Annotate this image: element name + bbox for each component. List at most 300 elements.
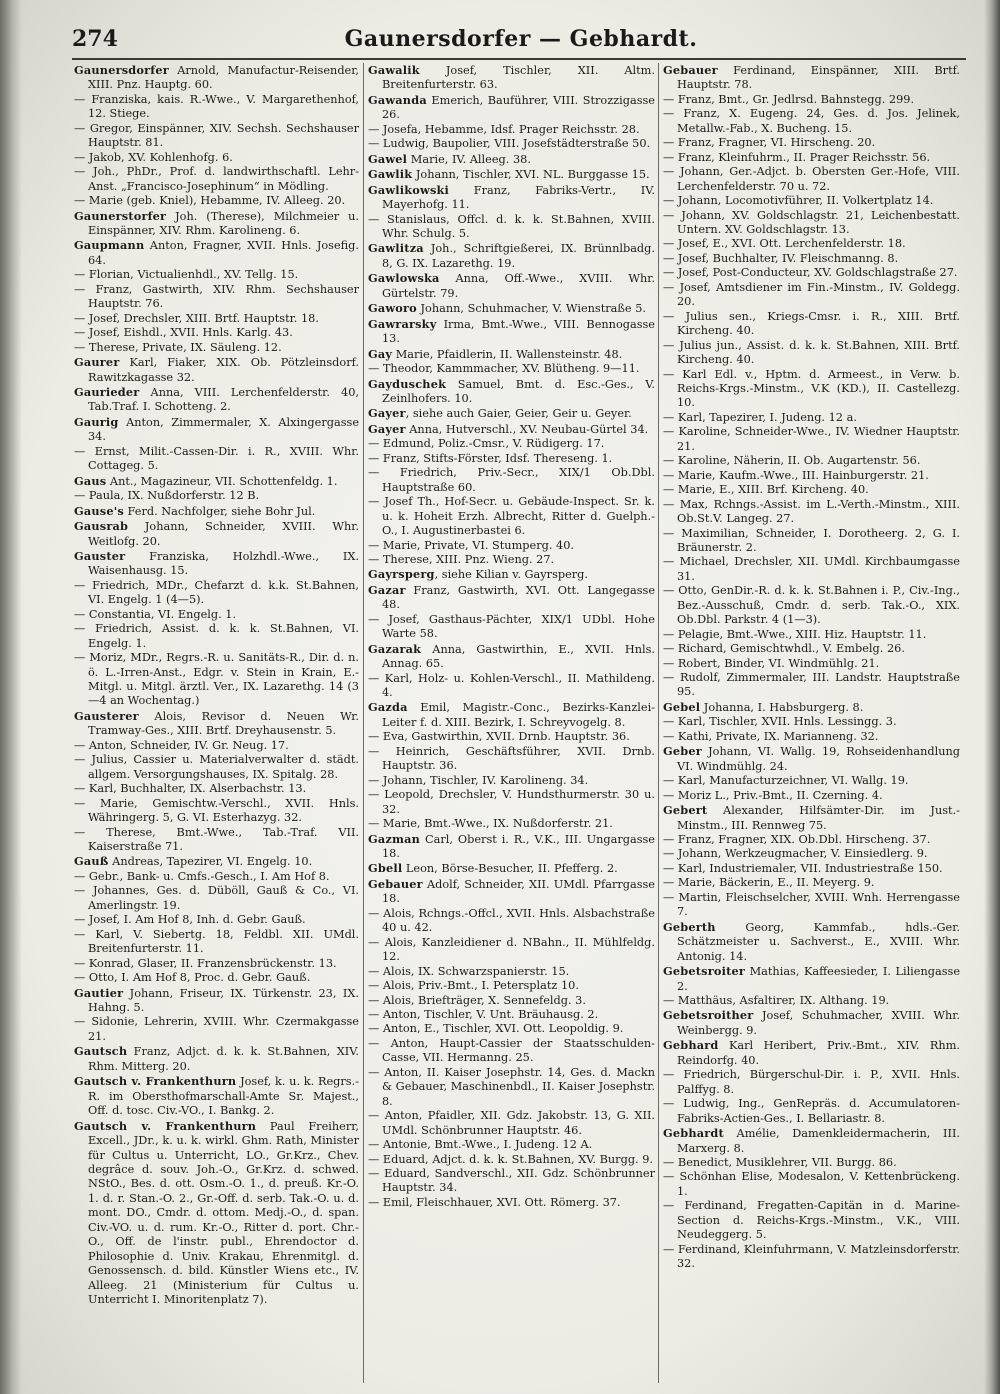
directory-entry — [663, 876, 960, 890]
entry-details: — Benedict, Musiklehrer, VII. Burgg. 86. — [663, 1155, 897, 1169]
directory-entry — [74, 928, 359, 957]
entry-surname: Gauß — [74, 854, 109, 869]
directory-entry — [74, 913, 359, 927]
entry-details: Emil, Magistr.-Conc., Bezirks-Kanzlei-Leiter f. d. XIII. Bezirk, I. Schreyvogelg. 8. — [382, 701, 655, 729]
entry-surname: Gaurieder — [74, 384, 140, 399]
directory-entry — [74, 1015, 359, 1044]
directory-entry — [368, 377, 655, 407]
directory-entry — [74, 986, 359, 1016]
entry-details: — Josef, Drechsler, XIII. Brtf. Hauptstr. 18. — [74, 311, 319, 325]
directory-entry — [663, 310, 960, 339]
directory-entry — [663, 920, 960, 964]
directory-entry — [368, 63, 655, 93]
entry-details: — Ferdinand, Kleinfuhrmann, V. Matzleinsdorferstr. 32. — [663, 1242, 960, 1271]
directory-entry — [663, 555, 960, 584]
entry-surname: Gayer — [368, 406, 406, 421]
entry-details: — Michael, Drechsler, XII. UMdl. Kirchbaumgasse 31. — [663, 555, 960, 583]
entry-details: Marie, IV. Alleeg. 38. — [407, 152, 531, 166]
directory-entry — [663, 483, 960, 497]
entry-surname: Gebetsroiter — [663, 964, 746, 979]
directory-entry — [74, 957, 359, 971]
entry-details: — Stanislaus, Offcl. d. k. k. St.Bahnen, XVIII. Whr. Schulg. 5. — [368, 212, 655, 240]
directory-entry — [368, 241, 655, 271]
entry-surname: Gbell — [368, 861, 403, 876]
entry-details: — Schönhan Elise, Modesalon, V. Kettenbrückeng. 1. — [663, 1170, 960, 1198]
directory-entry — [663, 774, 960, 788]
entry-details: — Karoline, Näherin, II. Ob. Augartenstr. 56. — [663, 454, 921, 468]
directory-entry — [368, 137, 655, 151]
directory-entry — [74, 519, 359, 549]
entry-details: — Leopold, Drechsler, V. Hundsthurmerstr. 30 u. 32. — [368, 788, 655, 816]
entry-details: Johann, Schneider, XVIII. Whr. Weitlofg. 20. — [88, 520, 359, 548]
entry-details: , siehe auch Gaier, Geier, Geir u. Geyer. — [405, 407, 632, 421]
entry-details: — Marie, Kaufm.-Wwe., III. Hainburgerstr. 21. — [663, 468, 929, 482]
entry-surname: Gazman — [368, 831, 421, 846]
entry-details: — Rudolf, Zimmermaler, III. Landstr. Hauptstraße 95. — [663, 671, 960, 699]
entry-details: — Otto, GenDir.-R. d. k. k. St.Bahnen i. P., Civ.-Ing., Bez.-Ausschuß, Cmdr. d. serb. Tak.-O., XIX. Ob.Dbl. Parkstr. 4 (1—3). — [663, 584, 960, 627]
entry-details: — Josef Th., Hof-Secr. u. Gebäude-Inspect. Sr. k. u. k. Hoheit Erzh. Albrecht, Ritter d. Guelph.-O., I. Augustinerbastei 6. — [368, 495, 655, 538]
directory-entry — [663, 1008, 960, 1038]
directory-entry — [368, 539, 655, 553]
directory-entry — [663, 1068, 960, 1097]
entry-surname: Gebhard — [663, 1038, 719, 1053]
directory-entry — [368, 213, 655, 242]
entry-surname: Gawlitza — [368, 241, 424, 256]
entry-details: — Karl, Industriemaler, VII. Industriestraße 150. — [663, 861, 943, 875]
directory-entry — [663, 833, 960, 847]
directory-entry — [663, 642, 960, 656]
directory-entry — [74, 489, 359, 503]
entry-surname: Gawlik — [368, 167, 413, 182]
directory-entry — [368, 994, 655, 1008]
entry-details: — Johann, Werkzeugmacher, V. Einsiedlerg. 9. — [663, 847, 928, 861]
directory-entry — [368, 1037, 655, 1066]
directory-entry — [74, 608, 359, 622]
entry-details: Paul Freiherr, Excell., JDr., k. u. k. wirkl. Ghm. Rath, Minister für Cultus u. Unterricht, LO., Gr.Krz., Chev. degrâce d. souv. Joh.-O., Gr.Krz. d. schwed. NStO., Bes. d. ott. Osm.-O. 1., d. preuß. Kr.-O. 1. d. r. Stan.-O. 2., Gr.-Off. d. serb. Tak.-O. u. d. mont. DO., Cmdr. d. ottom. Medj.-O., d. span. Civ.-VO. u. d. rum. Kr.-O., Ritter d. port. Chr.-O., Off. de l'instr. publ., Ehrendoctor d. Philosophie d. Univ. Krakau, Ehrenmitgl. d. Genossensch. d. bild. Künstler Wiens etc., IV. Alleeg. 21 (Ministerium für Cultus u. Unterricht I. Minoritenplatz 7). — [88, 1119, 359, 1307]
column-middle — [368, 63, 655, 1383]
entry-details: Anna, VIII. Lerchenfelderstr. 40, Tab.Traf. I. Schotteng. 2. — [88, 385, 359, 414]
entry-surname: Gawlowska — [368, 271, 440, 286]
entry-details: — Franz, Fragner, XIX. Ob.Dbl. Hirscheng. 37. — [663, 833, 931, 847]
entry-details: — Jakob, XV. Kohlenhofg. 6. — [74, 150, 233, 164]
entry-details: Josef, Schuhmacher, XVIII. Whr. Weinbergg. 9. — [677, 1009, 960, 1037]
entry-details: — Karl, Manufacturzeichner, VI. Wallg. 19. — [663, 774, 909, 788]
directory-entry — [74, 93, 359, 122]
directory-entry — [368, 437, 655, 451]
entry-details: Ferdinand, Einspänner, XIII. Brtf. Hauptstr. 78. — [677, 64, 960, 92]
entry-details: — Gebr., Bank- u. Cmfs.-Gesch., I. Am Hof 8. — [74, 869, 330, 883]
entry-details: — Eduard, Adjct. d. k. k. St.Bahnen, XV. Burgg. 9. — [368, 1152, 654, 1166]
column-divider — [363, 63, 364, 1383]
entry-details: — Friedrich, MDr., Chefarzt d. k.k. St.Bahnen, VI. Engelg. 1 (4—5). — [74, 578, 359, 607]
directory-entry — [74, 579, 359, 608]
directory-entry — [663, 281, 960, 310]
entry-surname: Gayduschek — [368, 376, 447, 391]
directory-entry — [368, 861, 655, 876]
entry-details: — Franz, X. Eugeng. 24, Ges. d. Jos. Jelinek, Metallw.-Fab., X. Bucheng. 15. — [663, 107, 960, 135]
directory-entry — [663, 1170, 960, 1199]
entry-surname: Gaus — [74, 473, 107, 488]
entry-details: Emerich, Bauführer, VIII. Strozzigasse 26. — [382, 93, 655, 122]
directory-entry — [368, 979, 655, 993]
entry-details: — Antonie, Bmt.-Wwe., I. Judeng. 12 A. — [368, 1138, 593, 1152]
directory-entry — [368, 495, 655, 538]
directory-entry — [663, 425, 960, 454]
header-rule — [72, 58, 966, 60]
entry-details: — Karl, Tapezirer, I. Judeng. 12 a. — [663, 410, 857, 424]
directory-entry — [663, 789, 960, 803]
directory-entry — [74, 238, 359, 268]
directory-entry — [663, 527, 960, 556]
directory-entry — [663, 469, 960, 483]
entry-details: — Karoline, Schneider-Wwe., IV. Wiedner Hauptstr. 21. — [663, 425, 960, 453]
entry-details: Carl, Oberst i. R., V.K., III. Ungargasse 18. — [382, 832, 655, 861]
entry-details: — Therese, XIII. Pnz. Wieng. 27. — [368, 552, 555, 566]
entry-details: — Matthäus, Asfaltirer, IX. Althang. 19. — [663, 994, 890, 1007]
directory-entry — [663, 498, 960, 527]
entry-details: — Anton, II. Kaiser Josephstr. 14, Ges. d. Mackn & Gebauer, Maschinenbdl., II. Kaiser Josephstr. 8. — [368, 1065, 655, 1108]
directory-entry — [74, 709, 359, 739]
directory-entry — [663, 209, 960, 238]
directory-entry — [74, 122, 359, 151]
directory-entry — [663, 847, 960, 861]
directory-entry — [368, 877, 655, 907]
entry-details: Franziska, Holzhdl.-Wwe., IX. Waisenhausg. 15. — [88, 549, 359, 578]
entry-details: Johann, Friseur, IX. Türkenstr. 23, IX. Hahng. 5. — [88, 986, 359, 1014]
entry-details: — Anton, E., Tischler, XVI. Ott. Leopoldig. 9. — [368, 1022, 624, 1036]
directory-entry — [663, 994, 960, 1008]
entry-details: — Franz, Fragner, VI. Hirscheng. 20. — [663, 136, 876, 150]
entry-details: — Anton, Tischler, V. Unt. Bräuhausg. 2. — [368, 1008, 599, 1021]
entry-details: Anton, Fragner, XVII. Hnls. Josefig. 64. — [88, 239, 359, 267]
entry-details: — Kathi, Private, IX. Marianneng. 32. — [663, 729, 879, 743]
directory-entry — [663, 1097, 960, 1126]
directory-entry — [368, 271, 655, 301]
entry-surname: Geber — [663, 744, 702, 759]
entry-details: — Moriz, MDr., Regrs.-R. u. Sanitäts-R., Dir. d. n. ö. L.-Irren-Anst., Edgr. v. Stein in Krain, E.-Mitgl. u. Mitgl. ärztl. Ver., IX. Lazarethg. 14 (3—4 an Wochentag.) — [74, 651, 359, 708]
entry-surname: Gayer — [368, 421, 406, 436]
entry-details: — Anton, Haupt-Cassier der Staatsschulden-Casse, VII. Hermanng. 25. — [368, 1036, 655, 1065]
directory-entry — [74, 797, 359, 826]
entry-details: — Johann, Tischler, IV. Karolineng. 34. — [368, 773, 589, 787]
column-divider — [658, 63, 659, 1383]
directory-entry — [663, 715, 960, 729]
entry-details: Samuel, Bmt. d. Esc.-Ges., V. Zeinlhofers. 10. — [382, 377, 655, 405]
directory-entry — [368, 183, 655, 213]
directory-entry — [368, 347, 655, 362]
entry-surname: Gausrab — [74, 519, 129, 534]
entry-surname: Gaworo — [368, 301, 417, 316]
entry-details: — Florian, Victualienhdl., XV. Tellg. 15. — [74, 268, 299, 282]
entry-details: — Josef, Amtsdiener im Fin.-Minstm., IV. Goldegg. 20. — [663, 280, 960, 309]
directory-entry — [368, 452, 655, 466]
directory-entry — [663, 584, 960, 627]
directory-entry — [368, 936, 655, 965]
directory-entry — [74, 341, 359, 355]
directory-entry — [663, 628, 960, 642]
directory-entry — [663, 671, 960, 700]
entry-surname: Gaunersdorfer — [74, 63, 169, 77]
directory-entry — [368, 745, 655, 774]
entry-details: — Marie, Bäckerin, E., II. Meyerg. 9. — [663, 876, 875, 890]
directory-entry — [663, 93, 960, 107]
entry-details: — Heinrich, Geschäftsführer, XVII. Drnb. Hauptstr. 36. — [368, 744, 655, 773]
entry-details: — Theodor, Kammmacher, XV. Blütheng. 9—11. — [368, 362, 640, 376]
entry-details: — Max, Rchngs.-Assist. im L.-Verth.-Minstm., XIII. Ob.St.V. Langeg. 27. — [663, 497, 960, 526]
entry-surname: Gautsch v. Frankenthurn — [74, 1118, 257, 1133]
directory-entry — [74, 739, 359, 753]
directory-entry — [368, 466, 655, 495]
directory-entry — [663, 964, 960, 994]
entry-details: — Anton, Pfaidler, XII. Gdz. Jakobstr. 13, G. XII. UMdl. Schönbrunner Hauptstr. 46. — [368, 1109, 655, 1137]
entry-details: Johann, VI. Wallg. 19, Rohseidenhandlung VI. Windmühlg. 24. — [677, 745, 960, 773]
entry-details: — Josef, E., XVI. Ott. Lerchenfelderstr. 18. — [663, 237, 906, 251]
directory-entry — [74, 355, 359, 385]
directory-entry — [74, 194, 359, 208]
directory-entry — [368, 301, 655, 316]
entry-details: Johanna, I. Habsburgerg. 8. — [700, 700, 864, 714]
directory-entry — [74, 209, 359, 239]
entry-details: — Alois, Rchngs.-Offcl., XVII. Hnls. Alsbachstraße 40 u. 42. — [368, 906, 655, 935]
directory-entry — [74, 826, 359, 855]
entry-details: Franz, Fabriks-Vertr., IV. Mayerhofg. 11. — [382, 183, 655, 212]
directory-entry — [74, 884, 359, 913]
page-title: Gaunersdorfer — Gebhardt. — [344, 26, 698, 52]
entry-details: — Paula, IX. Nußdorferstr. 12 B. — [74, 489, 260, 503]
directory-entry — [663, 1126, 960, 1156]
directory-entry — [663, 1199, 960, 1242]
entry-surname: Gautier — [74, 985, 124, 1000]
entry-surname: Gebauer — [368, 876, 423, 891]
entry-details: Josef, Tischler, XII. Altm. Breitenfurterstr. 63. — [382, 64, 655, 92]
directory-entry — [74, 622, 359, 651]
directory-entry — [368, 317, 655, 347]
directory-entry — [663, 107, 960, 136]
entry-details: Georg, Kammfab., hdls.-Ger. Schätzmeister u. Sachverst., E., XVIII. Whr. Antonig. 14. — [677, 920, 960, 963]
entry-surname: Gebert — [663, 803, 708, 818]
directory-entry — [74, 385, 359, 415]
entry-details: — Moriz L., Priv.-Bmt., II. Czerning. 4. — [663, 788, 883, 802]
directory-entry — [74, 283, 359, 312]
entry-details: — Joh., PhDr., Prof. d. landwirthschaftl. Lehr-Anst. „Francisco-Josephinum“ in Mödling. — [74, 165, 359, 193]
directory-entry — [74, 415, 359, 445]
directory-entry — [368, 613, 655, 642]
directory-entry — [368, 1167, 655, 1196]
entry-details: — Johann, XV. Goldschlagstr. 21, Leichenbestatt. Untern. XV. Goldschlagstr. 13. — [663, 208, 960, 236]
directory-entry — [74, 1119, 359, 1308]
entry-surname: Gause's — [74, 503, 124, 518]
entry-details: Franz, Adjct. d. k. k. St.Bahnen, XIV. Rhm. Mitterg. 20. — [88, 1045, 359, 1073]
directory-entry — [74, 326, 359, 340]
directory-entry — [368, 93, 655, 123]
entry-details: Josef, k. u. k. Regrs.-R. im Obersthofmarschall-Amte Sr. Majest., Off. d. tosc. Civ.-VO., I. Bankg. 2. — [88, 1075, 359, 1118]
entry-surname: Gawlikowski — [368, 182, 450, 197]
entry-details: , siehe Kilian v. Gayrsperg. — [434, 568, 589, 582]
directory-entry — [663, 136, 960, 150]
directory-entry — [663, 700, 960, 715]
entry-details: — Franz, Gastwirth, XIV. Rhm. Sechshauser Hauptstr. 76. — [74, 282, 359, 311]
directory-entry — [368, 832, 655, 862]
entry-details: — Maximilian, Schneider, I. Dorotheerg. 2, G. I. Bräunerstr. 2. — [663, 526, 960, 554]
entry-details: Anton, Zimmermaler, X. Alxingergasse 34. — [88, 415, 359, 444]
directory-entry — [74, 63, 359, 93]
directory-entry — [663, 657, 960, 671]
directory-entry — [368, 965, 655, 979]
column-left — [74, 63, 359, 1383]
page-header — [72, 24, 970, 58]
entry-details: — Alois, IX. Schwarzspanierstr. 15. — [368, 964, 570, 978]
entry-details: — Marie, E., XIII. Brf. Kircheng. 40. — [663, 483, 869, 497]
entry-details: Amélie, Damenkleidermacherin, III. Marxerg. 8. — [677, 1127, 960, 1155]
directory-entry — [368, 1138, 655, 1152]
entry-details: — Otto, I. Am Hof 8, Proc. d. Gebr. Gauß. — [74, 971, 311, 985]
entry-surname: Gausterer — [74, 708, 139, 723]
directory-entry — [74, 474, 359, 489]
directory-entry — [74, 971, 359, 985]
directory-entry — [663, 165, 960, 194]
entry-details: — Marie, Gemischtw.-Verschl., XVII. Hnls. Währingerg. 5, G. VI. Esterhazyg. 32. — [74, 796, 359, 825]
entry-details: — Marie (geb. Kniel), Hebamme, IV. Alleeg. 20. — [74, 194, 346, 208]
directory-entry — [663, 1243, 960, 1272]
entry-details: Mathias, Kaffeesieder, I. Liliengasse 2. — [677, 965, 960, 993]
entry-details: Andreas, Tapezirer, VI. Engelg. 10. — [108, 855, 313, 869]
directory-entry — [368, 1066, 655, 1109]
directory-entry — [74, 782, 359, 796]
entry-details: — Johannes, Ges. d. Düböll, Gauß & Co., VI. Amerlingstr. 19. — [74, 884, 359, 912]
entry-details: — Alois, Briefträger, X. Sennefeldg. 3. — [368, 993, 586, 1007]
entry-details: — Karl Edl. v., Hptm. d. Armeest., in Verw. b. Reichs-Krgs.-Minstm., V.K (KD.), II. Castellezg. 10. — [663, 367, 960, 410]
page-number: 274 — [72, 26, 118, 52]
entry-surname: Gautsch — [74, 1044, 128, 1059]
directory-entry — [368, 672, 655, 701]
directory-entry — [74, 1074, 359, 1118]
directory-entry — [74, 445, 359, 474]
entry-details: Arnold, Manufactur-Reisender, XIII. Pnz. Hauptg. 60. — [88, 64, 359, 92]
entry-details: — Friedrich, Priv.-Secr., XIX/1 Ob.Dbl. Hauptstraße 60. — [368, 466, 655, 494]
directory-entry — [368, 1022, 655, 1036]
entry-surname: Gawalik — [368, 63, 420, 77]
entry-details: — Josef, I. Am Hof 8, Inh. d. Gebr. Gauß. — [74, 913, 306, 927]
entry-details: Karl Heribert, Priv.-Bmt., XIV. Rhm. Reindorfg. 40. — [677, 1039, 960, 1067]
entry-details: — Konrad, Glaser, II. Franzensbrückenstr. 13. — [74, 956, 337, 970]
entry-surname: Gebetsroither — [663, 1008, 754, 1023]
directory-entry — [368, 123, 655, 137]
entry-surname: Gayrsperg — [368, 567, 435, 582]
directory-entry — [663, 411, 960, 425]
entry-details: Marie, Pfaidlerin, II. Wallensteinstr. 48. — [392, 347, 623, 361]
entry-details: — Julius jun., Assist. d. k. k. St.Bahnen, XIII. Brtf. Kircheng. 40. — [663, 338, 960, 367]
entry-details: — Eduard, Sandverschl., XII. Gdz. Schönbrunner Hauptstr. 34. — [368, 1166, 655, 1195]
directory-entry — [74, 651, 359, 709]
entry-surname: Gazar — [368, 582, 406, 597]
entry-surname: Gaurer — [74, 355, 120, 370]
directory-entry — [368, 362, 655, 376]
entry-details: — Franz, Stifts-Förster, Idsf. Thereseng. 1. — [368, 451, 613, 465]
entry-details: — Gregor, Einspänner, XIV. Sechsh. Sechshauser Hauptstr. 81. — [74, 121, 359, 150]
directory-entry — [74, 1044, 359, 1074]
directory-entry — [663, 862, 960, 876]
directory-entry — [368, 1196, 655, 1210]
entry-details: Ant., Magazineur, VII. Schottenfeldg. 1. — [106, 474, 338, 488]
directory-entry — [74, 549, 359, 579]
directory-entry — [368, 553, 655, 567]
directory-entry — [663, 151, 960, 165]
entry-surname: Gauster — [74, 548, 126, 563]
entry-details: — Friedrich, Bürgerschul-Dir. i. P., XVII. Hnls. Palffyg. 8. — [663, 1068, 960, 1096]
directory-entry — [368, 730, 655, 744]
entry-details: Alexander, Hilfsämter-Dir. im Just.-Minstm., III. Rennweg 75. — [677, 804, 960, 832]
directory-entry — [368, 422, 655, 437]
entry-details: — Franziska, kais. R.-Wwe., V. Margarethenhof, 12. Stiege. — [74, 92, 359, 121]
entry-details: Johann, Tischler, XVI. NL. Burggasse 15. — [412, 168, 650, 182]
directory-entry — [663, 252, 960, 266]
entry-surname: Gaunerstorfer — [74, 208, 167, 223]
entry-details: — Emil, Fleischhauer, XVI. Ott. Römerg. 37. — [368, 1195, 621, 1209]
directory-entry — [663, 237, 960, 251]
entry-surname: Gaupmann — [74, 238, 145, 253]
entry-details: Anna, Gastwirthin, E., XVII. Hnls. Annag. 65. — [382, 642, 655, 671]
directory-entry — [663, 266, 960, 280]
directory-entry — [74, 854, 359, 869]
directory-entry — [368, 1153, 655, 1167]
entry-details: — Pelagie, Bmt.-Wwe., XIII. Hiz. Hauptstr. 11. — [663, 627, 927, 641]
directory-entry — [368, 788, 655, 817]
entry-details: — Josef, Post-Conducteur, XV. Goldschlagstraße 27. — [663, 266, 958, 280]
entry-details: — Marie, Private, VI. Stumperg. 40. — [368, 538, 574, 552]
entry-details: — Robert, Binder, VI. Windmühlg. 21. — [663, 656, 880, 670]
entry-details: — Ernst, Milit.-Cassen-Dir. i. R., XVIII. Whr. Cottageg. 5. — [74, 444, 359, 473]
directory-entry — [368, 1008, 655, 1022]
directory-entry — [663, 1038, 960, 1068]
directory-entry — [74, 165, 359, 194]
directory-entry — [663, 744, 960, 774]
entry-details: — Therese, Private, IX. Säuleng. 12. — [74, 340, 282, 354]
entry-details: Adolf, Schneider, XII. UMdl. Pfarrgasse 18. — [382, 877, 655, 906]
entry-details: — Eva, Gastwirthin, XVII. Drnb. Hauptstr. 36. — [368, 730, 630, 744]
entry-details: — Edmund, Poliz.-Cmsr., V. Rüdigerg. 17. — [368, 437, 605, 451]
directory-entry — [368, 406, 655, 421]
directory-entry — [663, 803, 960, 833]
entry-details: — Alois, Priv.-Bmt., I. Petersplatz 10. — [368, 979, 579, 993]
entry-details: Ferd. Nachfolger, siehe Bohr Jul. — [123, 504, 316, 518]
entry-details: — Johann, Locomotivführer, II. Volkertplatz 14. — [663, 194, 934, 208]
directory-entry — [368, 774, 655, 788]
entry-surname: Gaurig — [74, 414, 119, 429]
entry-details: — Franz, Kleinfuhrm., II. Prager Reichsstr. 56. — [663, 150, 931, 164]
entry-details: — Josef, Eishdl., XVII. Hnls. Karlg. 43. — [74, 326, 293, 340]
directory-entry — [663, 63, 960, 93]
entry-surname: Gautsch v. Frankenthurn — [74, 1074, 237, 1089]
column-right — [663, 63, 960, 1383]
entry-surname: Gawrarsky — [368, 316, 437, 331]
entry-details: — Karl, V. Siebertg. 18, Feldbl. XII. UMdl. Breitenfurterstr. 11. — [74, 927, 359, 956]
entry-details: — Therese, Bmt.-Wwe., Tab.-Traf. VII. Kaiserstraße 71. — [74, 825, 359, 854]
directory-entry — [368, 152, 655, 167]
entry-details: Irma, Bmt.-Wwe., VIII. Bennogasse 13. — [382, 317, 655, 346]
entry-details: — Karl, Tischler, XVII. Hnls. Lessingg. 3. — [663, 715, 897, 729]
entry-details: — Sidonie, Lehrerin, XVIII. Whr. Czermakgasse 21. — [74, 1015, 359, 1043]
entry-surname: Gazarak — [368, 641, 422, 656]
entry-details: — Martin, Fleischselcher, XVIII. Wnh. Herrengasse 7. — [663, 890, 960, 919]
entry-details: Franz, Gastwirth, XVI. Ott. Langegasse 48. — [382, 583, 655, 612]
entry-details: — Ludwig, Ing., GenRepräs. d. Accumulatoren-Fabriks-Actien-Ges., I. Bellariastr. 8. — [663, 1097, 960, 1125]
entry-details: — Friedrich, Assist. d. k. k. St.Bahnen, VI. Engelg. 1. — [74, 622, 359, 650]
entry-details: — Josef, Buchhalter, IV. Fleischmanng. 8. — [663, 251, 899, 265]
entry-details: — Ludwig, Baupolier, VIII. Josefstädterstraße 50. — [368, 137, 651, 151]
directory-entry — [74, 151, 359, 165]
directory-entry — [663, 454, 960, 468]
directory-entry — [663, 339, 960, 368]
